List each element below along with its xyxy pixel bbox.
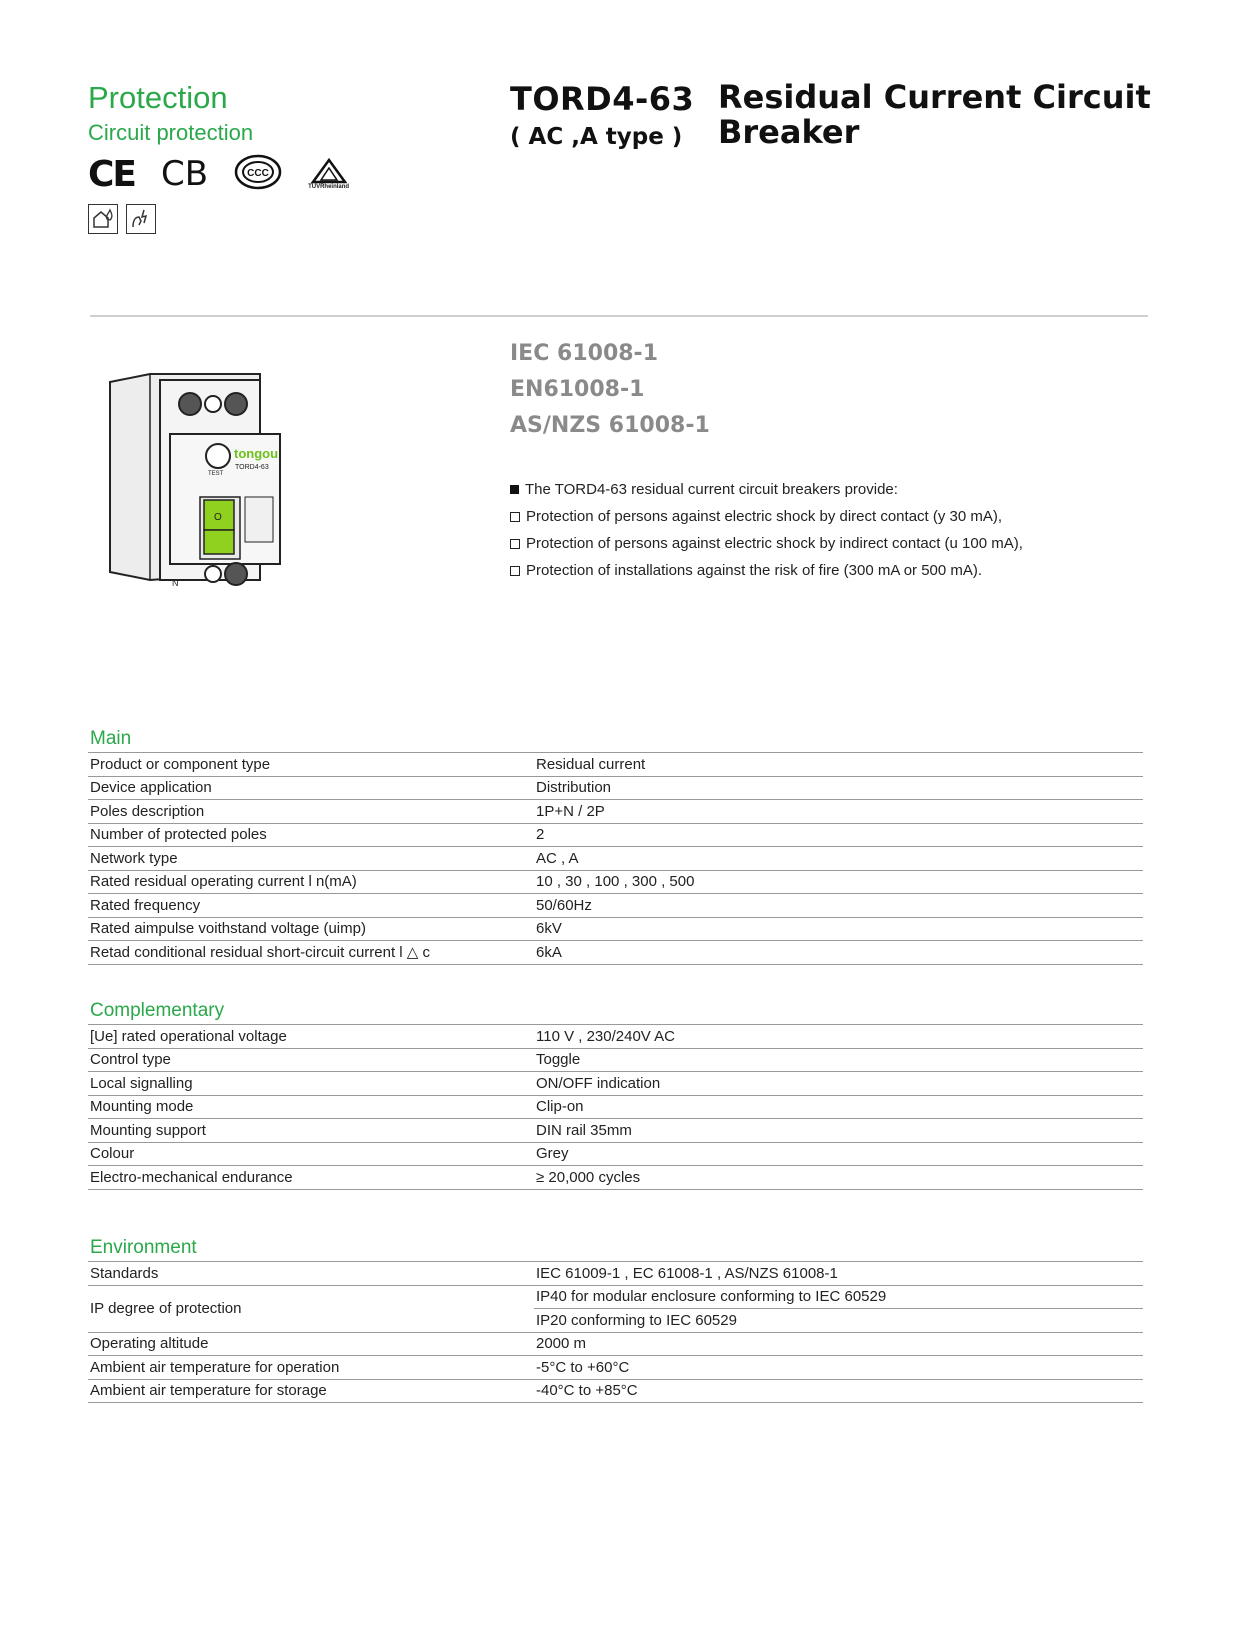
table-row: Local signalling ON/OFF indication [88, 1072, 1143, 1096]
environment-spec-table [88, 1261, 1143, 1403]
environment-section [88, 1235, 1143, 1403]
standard-item: IEC 61008-1 [510, 341, 658, 366]
ccc-mark-icon [234, 154, 282, 195]
product-name: Residual Current Circuit Breaker [718, 78, 1151, 151]
complementary-section [88, 998, 1143, 1190]
table-row: Rated residual operating current l n(mA) 10 , 30 , 100 , 300 , 500 [88, 870, 1143, 894]
feature-item: Protection of persons against electric shock by indirect contact (u 100 mA), [510, 530, 1023, 557]
standards-list [510, 336, 710, 444]
terminal-n-label: N [172, 578, 179, 588]
category-title: Protection [88, 80, 228, 115]
model-number: TORD4-63 [510, 80, 695, 118]
table-row: IP20 conforming to IEC 60529 [88, 1309, 1143, 1333]
table-row: Device application Distribution [88, 776, 1143, 800]
certification-marks [88, 152, 349, 196]
table-row: IP degree of protection IP40 for modular enclosure conforming to IEC 60529 [88, 1285, 1143, 1309]
cb-mark-icon: CB [161, 154, 209, 194]
brand-logo-text: tongou [234, 446, 279, 461]
table-row: Control type Toggle [88, 1048, 1143, 1072]
environment-section-title: Environment [90, 1237, 197, 1258]
table-row: Ambient air temperature for storage -40°C to +85°C [88, 1379, 1143, 1403]
table-row: Mounting mode Clip-on [88, 1095, 1143, 1119]
subcategory-title: Circuit protection [88, 120, 254, 145]
main-section [88, 726, 1143, 965]
empty-square-icon [510, 566, 520, 576]
table-row: Electro-mechanical endurance ≥ 20,000 cycles [88, 1166, 1143, 1190]
type-label: ( AC ,A type ) [510, 124, 683, 150]
header-divider [90, 315, 1148, 317]
table-row: Mounting support DIN rail 35mm [88, 1119, 1143, 1143]
feature-list [510, 476, 1023, 584]
table-row: Operating altitude 2000 m [88, 1332, 1143, 1356]
table-row: Number of protected poles 2 [88, 823, 1143, 847]
main-spec-table [88, 752, 1143, 965]
table-row: Retad conditional residual short-circuit current l △ c 6kA [88, 941, 1143, 965]
standard-item: AS/NZS 61008-1 [510, 413, 710, 438]
table-row: Rated frequency 50/60Hz [88, 894, 1143, 918]
table-row: Ambient air temperature for operation -5°C to +60°C [88, 1356, 1143, 1380]
feature-item: Protection of persons against electric shock by direct contact (y 30 mA), [510, 503, 1023, 530]
filled-square-icon [510, 485, 519, 494]
model-print: TORD4-63 [235, 464, 269, 471]
electric-shock-icon [126, 204, 156, 234]
standard-item: EN61008-1 [510, 377, 645, 402]
ce-mark-icon: CE [88, 153, 136, 195]
product-image [100, 372, 310, 632]
tuv-mark-icon [308, 158, 349, 190]
table-row: Standards IEC 61009-1 , EC 61008-1 , AS/NZS 61008-1 [88, 1262, 1143, 1286]
application-icons [88, 204, 156, 234]
tuv-label: TÜVRheinland [308, 184, 350, 190]
svg-text:CCC: CCC [247, 167, 269, 179]
table-row: Colour Grey [88, 1142, 1143, 1166]
table-row: Network type AC , A [88, 847, 1143, 871]
complementary-spec-table [88, 1024, 1143, 1190]
table-row: Rated aimpulse voithstand voltage (uimp) 6kV [88, 917, 1143, 941]
complementary-section-title: Complementary [90, 1000, 225, 1021]
toggle-label: O [214, 512, 222, 523]
residential-fire-icon [88, 204, 118, 234]
table-row: Product or component type Residual current [88, 753, 1143, 777]
table-row: Poles description 1P+N / 2P [88, 800, 1143, 824]
table-row: [Ue] rated operational voltage 110 V , 230/240V AC [88, 1025, 1143, 1049]
main-section-title: Main [90, 728, 132, 749]
feature-item: Protection of installations against the risk of fire (300 mA or 500 mA). [510, 557, 1023, 584]
empty-square-icon [510, 539, 520, 549]
feature-item: The TORD4-63 residual current circuit breakers provide: [510, 476, 1023, 503]
empty-square-icon [510, 512, 520, 522]
test-label: TEST [208, 471, 224, 477]
